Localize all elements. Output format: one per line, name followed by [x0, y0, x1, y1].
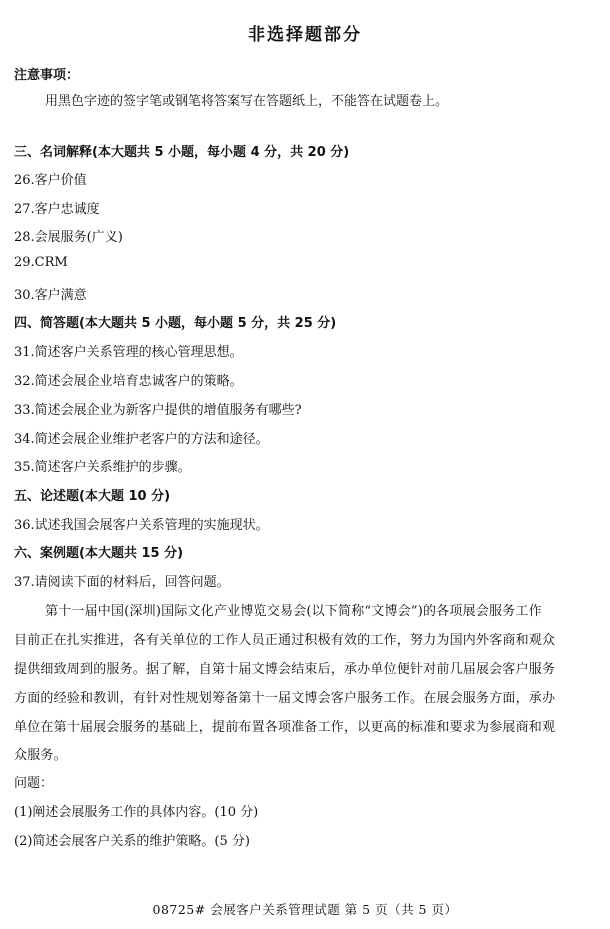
- question-35: 35.简述客户关系维护的步骤。: [14, 460, 191, 475]
- page-title: 非选择题部分: [248, 25, 362, 45]
- section-4-heading: 四、简答题(本大题共 5 小题，每小题 5 分，共 25 分): [14, 316, 337, 331]
- question-30: 30.客户满意: [14, 288, 87, 303]
- passage-line: 提供细致周到的服务。据了解，自第十届文博会结束后，承办单位便针对前几届展会客户服务: [14, 662, 556, 677]
- sub-question-2: (2)简述会展客户关系的维护策略。(5 分): [14, 834, 250, 849]
- notice-text: 用黑色字迹的签字笔或钢笔将答案写在答题纸上，不能答在试题卷上。: [45, 94, 449, 109]
- page-footer: 08725# 会展客户关系管理试题 第 5 页（共 5 页）: [152, 902, 458, 917]
- question-33: 33.简述会展企业为新客户提供的增值服务有哪些?: [14, 403, 302, 418]
- question-28: 28.会展服务(广义): [14, 230, 123, 245]
- notice-heading: 注意事项：: [14, 68, 80, 83]
- section-3-heading: 三、名词解释(本大题共 5 小题，每小题 4 分，共 20 分): [14, 145, 350, 160]
- sub-question-1: (1)阐述会展服务工作的具体内容。(10 分): [14, 805, 259, 820]
- question-29: 29.CRM: [14, 255, 68, 270]
- passage-line: 第十一届中国(深圳)国际文化产业博览交易会(以下简称“文博会”)的各项展会服务工作: [45, 604, 542, 619]
- passage-line: 方面的经验和教训，有针对性规划筹备第十一届文博会客户服务工作。在展会服务方面，承办: [14, 691, 556, 706]
- question-37: 37.请阅读下面的材料后，回答问题。: [14, 575, 230, 590]
- passage-line: 目前正在扎实推进，各有关单位的工作人员正通过积极有效的工作，努力为国内外客商和观众: [14, 633, 556, 648]
- passage-line: 单位在第十届展会服务的基础上，提前布置各项准备工作，以更高的标准和要求为参展商和观: [14, 720, 556, 735]
- passage-line: 众服务。: [14, 748, 67, 763]
- question-31: 31.简述客户关系管理的核心管理思想。: [14, 345, 243, 360]
- question-label: 问题：: [14, 776, 54, 791]
- question-36: 36.试述我国会展客户关系管理的实施现状。: [14, 518, 269, 533]
- question-27: 27.客户忠诚度: [14, 202, 100, 217]
- question-32: 32.简述会展企业培育忠诚客户的策略。: [14, 374, 243, 389]
- question-26: 26.客户价值: [14, 173, 87, 188]
- section-6-heading: 六、案例题(本大题共 15 分): [14, 546, 184, 561]
- question-34: 34.简述会展企业维护老客户的方法和途径。: [14, 432, 269, 447]
- section-5-heading: 五、论述题(本大题 10 分): [14, 489, 171, 504]
